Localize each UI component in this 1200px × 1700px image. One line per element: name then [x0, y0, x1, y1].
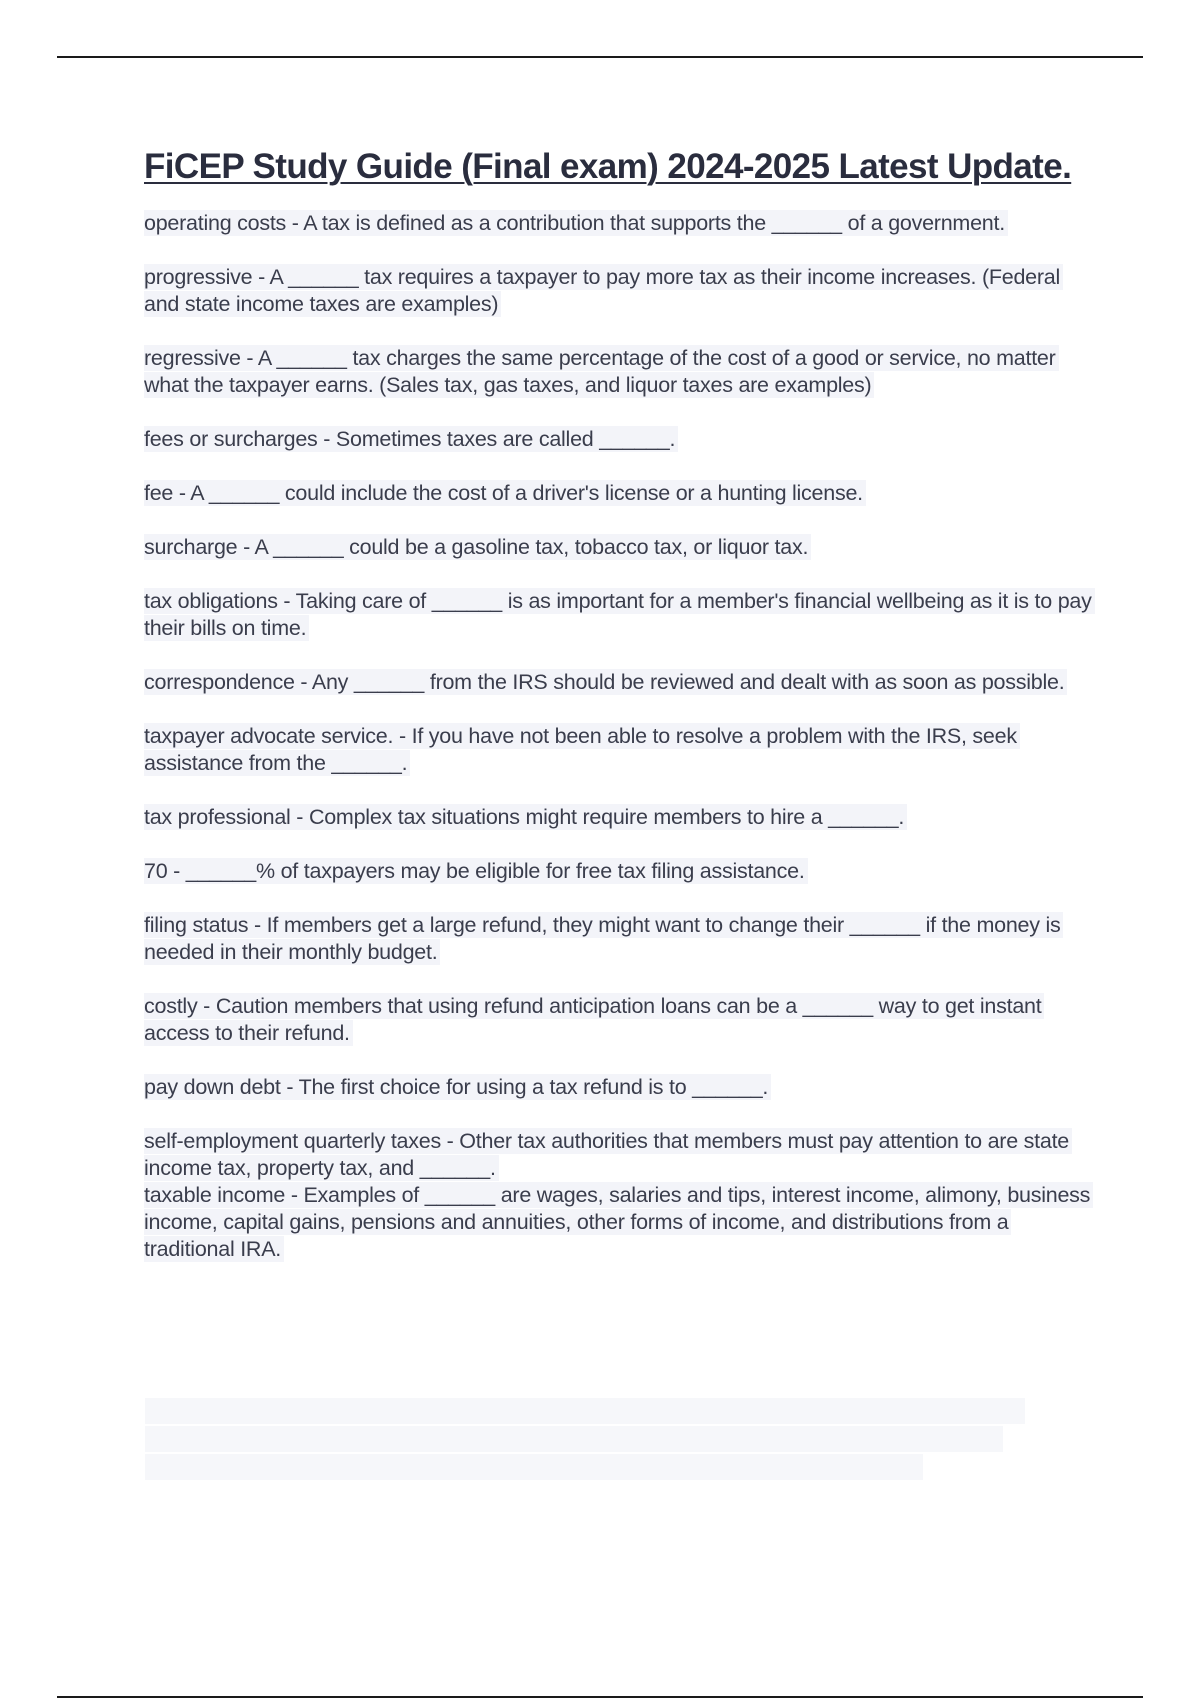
entry-text: fee - A ______ could include the cost of a driver's license or a hunting license. — [144, 480, 866, 506]
entry-text: correspondence - Any ______ from the IRS should be reviewed and dealt with as soon as possible. — [144, 669, 1067, 695]
flashcard-entry — [144, 588, 1094, 642]
entry-text: tax obligations - Taking care of ______ is as important for a member's financial wellbeing as it is to pay their bills on time. — [144, 588, 1095, 641]
flashcard-entry — [144, 912, 1094, 966]
flashcard-entry — [144, 534, 1094, 561]
bottom-divider — [57, 1696, 1143, 1698]
entry-text: costly - Caution members that using refund anticipation loans can be a ______ way to get instant access to their refund. — [144, 993, 1044, 1046]
flashcard-entry — [144, 1074, 1094, 1101]
flashcard-entry — [144, 669, 1094, 696]
entry-text: taxable income - Examples of ______ are wages, salaries and tips, interest income, alimony, business income, capital gains, pensions and annuities, other forms of income, and distributions from a traditional IRA. — [144, 1182, 1093, 1262]
entry-text: taxpayer advocate service. - If you have not been able to resolve a problem with the IRS, seek assistance from the ______. — [144, 723, 1020, 776]
flashcard-entry — [144, 1182, 1094, 1263]
page-title: FiCEP Study Guide (Final exam) 2024-2025 Latest Update. — [144, 147, 1072, 186]
faded-text-block — [145, 1426, 1003, 1452]
document-body — [144, 146, 1094, 1290]
faded-text-block — [145, 1398, 1025, 1424]
flashcard-entry — [144, 426, 1094, 453]
flashcard-entry — [144, 345, 1094, 399]
entry-text: filing status - If members get a large refund, they might want to change their ______ if the money is needed in their monthly budget. — [144, 912, 1063, 965]
entry-text: surcharge - A ______ could be a gasoline tax, tobacco tax, or liquor tax. — [144, 534, 811, 560]
flashcard-entry — [144, 480, 1094, 507]
flashcard-entry — [144, 210, 1094, 237]
top-divider — [57, 56, 1143, 58]
entry-text: 70 - ______% of taxpayers may be eligible for free tax filing assistance. — [144, 858, 808, 884]
entry-text: tax professional - Complex tax situations might require members to hire a ______. — [144, 804, 907, 830]
entry-text: progressive - A ______ tax requires a taxpayer to pay more tax as their income increases. (Federal and state income taxes are examples) — [144, 264, 1063, 317]
flashcard-entry — [144, 858, 1094, 885]
entry-text: operating costs - A tax is defined as a contribution that supports the ______ of a government. — [144, 210, 1008, 236]
entry-text: fees or surcharges - Sometimes taxes are called ______. — [144, 426, 678, 452]
flashcard-entry — [144, 723, 1094, 777]
entry-text: self-employment quarterly taxes - Other tax authorities that members must pay attention to are state income tax, property tax, and ______. — [144, 1128, 1072, 1181]
entry-text: regressive - A ______ tax charges the same percentage of the cost of a good or service, no matter what the taxpayer earns. (Sales tax, gas taxes, and liquor taxes are examples) — [144, 345, 1059, 398]
flashcard-entry — [144, 1128, 1094, 1182]
flashcard-entry — [144, 993, 1094, 1047]
flashcard-entry — [144, 804, 1094, 831]
entry-text: pay down debt - The first choice for using a tax refund is to ______. — [144, 1074, 771, 1100]
flashcard-entry — [144, 264, 1094, 318]
faded-text-block — [145, 1454, 923, 1480]
